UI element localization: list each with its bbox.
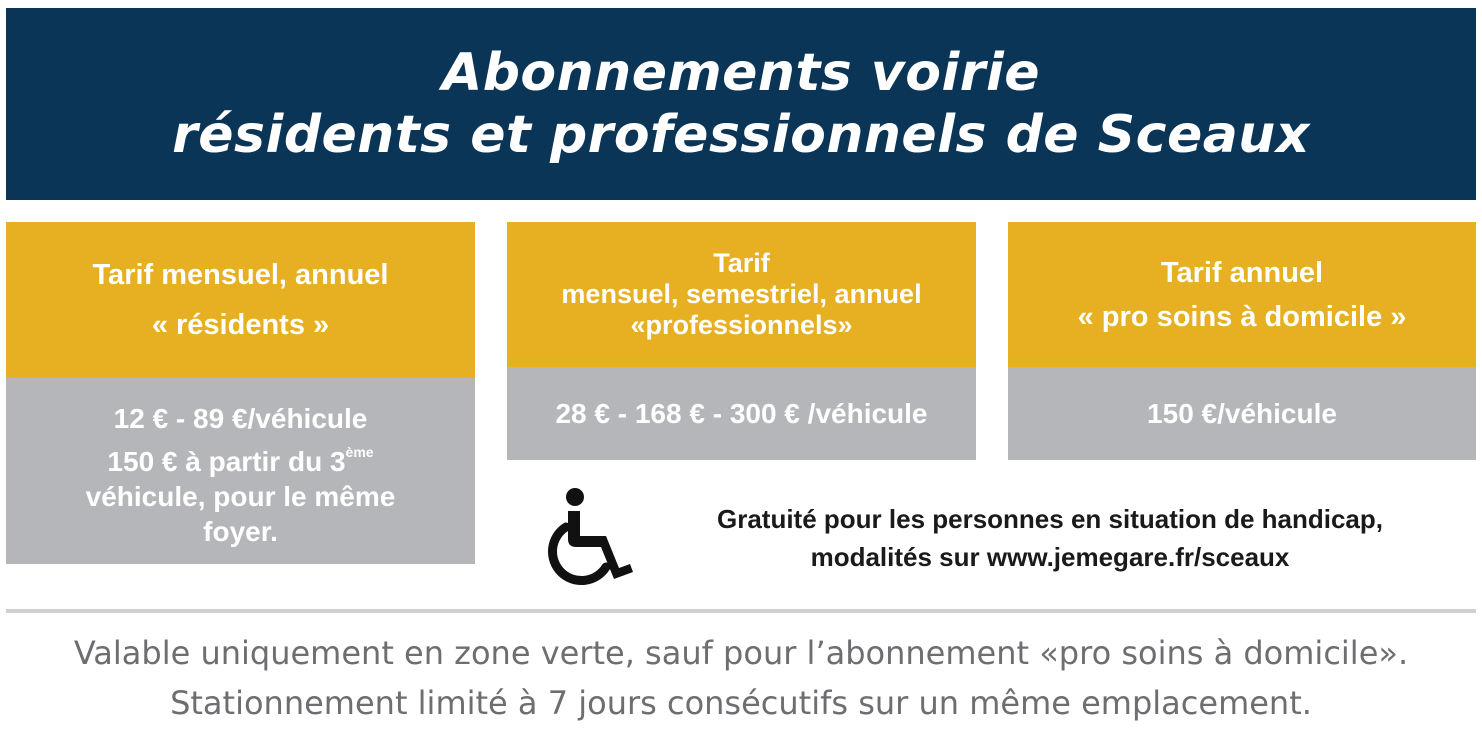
card-residents-header <box>6 222 475 378</box>
card-pro-soins-price: 150 €/véhicule <box>1147 397 1337 429</box>
card-professionnels <box>507 222 976 460</box>
handicap-note <box>645 500 1455 576</box>
page-title-line-1: Abonnements voirie <box>441 43 1041 103</box>
handicap-note-line-2: modalités sur www.jemegare.fr/sceaux <box>810 542 1290 572</box>
divider <box>6 609 1476 613</box>
card-professionnels-header <box>507 222 976 367</box>
card-pro-soins <box>1008 222 1476 460</box>
card-residents-note-superscript: ème <box>345 443 374 460</box>
card-pro-soins-subtitle: « pro soins à domicile » <box>1077 300 1407 333</box>
card-professionnels-body <box>507 367 976 460</box>
card-professionnels-price: 28 € - 168 € - 300 € /véhicule <box>555 397 928 429</box>
card-professionnels-periods: mensuel, semestriel, annuel <box>561 279 922 309</box>
card-pro-soins-body <box>1008 367 1476 460</box>
card-professionnels-subtitle: «professionnels» <box>630 310 853 340</box>
page-title-line-2: résidents et professionnels de Sceaux <box>172 105 1310 165</box>
card-residents-note-text: 150 € à partir du 3 <box>107 445 346 477</box>
card-residents <box>6 222 475 564</box>
card-residents-subtitle: « résidents » <box>151 309 330 341</box>
card-professionnels-title: Tarif <box>713 248 770 278</box>
title-banner <box>6 8 1476 200</box>
card-residents-body <box>6 378 475 564</box>
footer-notes <box>0 628 1482 728</box>
handicap-note-line-1: Gratuité pour les personnes en situation de handicap, <box>716 504 1383 534</box>
card-residents-note-line-1 <box>107 444 373 479</box>
footer-line-2: Stationnement limité à 7 jours consécutifs sur un même emplacement. <box>170 684 1312 722</box>
card-residents-note-line-3: foyer. <box>203 515 278 547</box>
card-residents-title: Tarif mensuel, annuel <box>92 259 389 291</box>
wheelchair-icon <box>540 484 640 590</box>
card-pro-soins-title: Tarif annuel <box>1160 256 1324 289</box>
footer-line-1: Valable uniquement en zone verte, sauf pour l’abonnement «pro soins à domicile». <box>73 634 1409 672</box>
card-residents-price: 12 € - 89 €/véhicule <box>113 402 368 434</box>
card-pro-soins-header <box>1008 222 1476 367</box>
card-residents-note-line-2: véhicule, pour le même <box>85 480 396 512</box>
